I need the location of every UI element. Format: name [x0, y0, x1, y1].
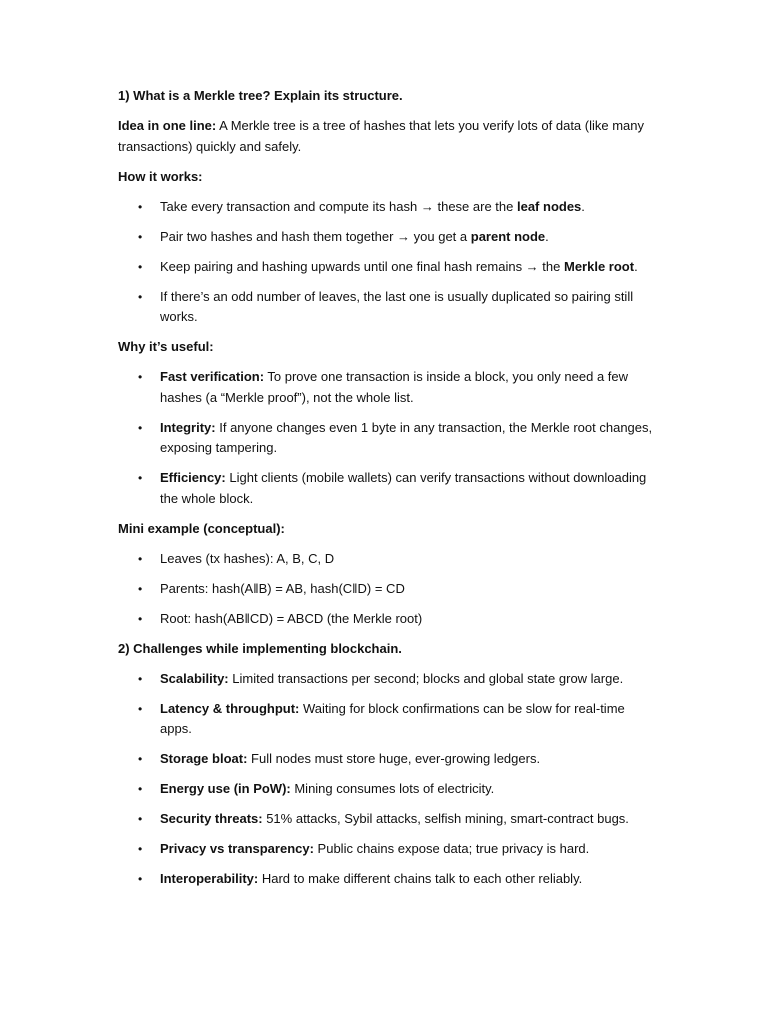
list-item: • Leaves (tx hashes): A, B, C, D [118, 549, 658, 570]
bullet-icon: • [138, 229, 143, 244]
bullet-icon: • [138, 812, 143, 826]
idea-paragraph [118, 116, 658, 157]
list-item: • Latency & throughput: Waiting for block confirmations can be slow for real-time apps. [138, 700, 625, 736]
bullet-icon: • [138, 199, 143, 214]
idea-label: Idea in one line: [118, 118, 217, 133]
how-heading: How it works: [118, 168, 203, 184]
list-item: • Storage bloat: Full nodes must store huge, ever-growing ledgers. [118, 749, 658, 770]
bullet-icon: • [138, 471, 143, 485]
list-item: • Interoperability: Hard to make different chains talk to each other reliably. [118, 869, 658, 890]
list-item: • Scalability: Limited transactions per second; blocks and global state grow large. [118, 669, 658, 690]
list-item: • Parents: hash(A‖B) = AB, hash(C‖D) = CD [118, 579, 658, 600]
bullet-icon: • [138, 872, 143, 886]
list-item: • Integrity: If anyone changes even 1 byte in any transaction, the Merkle root changes, exposing tampering. [138, 419, 653, 455]
why-list [118, 367, 658, 509]
example-list [118, 549, 658, 630]
bullet-icon: • [138, 551, 143, 566]
why-heading: Why it’s useful: [118, 339, 214, 354]
bullet-icon: • [138, 671, 143, 686]
bullet-icon: • [138, 701, 143, 716]
document-page [118, 86, 658, 899]
example-heading: Mini example (conceptual): [118, 520, 285, 536]
list-item: • Take every transaction and compute its hash → these are the leaf nodes. [118, 197, 658, 218]
list-item: • Security threats: 51% attacks, Sybil attacks, selfish mining, smart-contract bugs. [118, 809, 658, 830]
bullet-icon: • [138, 259, 143, 274]
bullet-icon: • [138, 842, 143, 856]
list-item: • Root: hash(AB‖CD) = ABCD (the Merkle root) [118, 609, 658, 630]
how-list [118, 197, 658, 328]
bullet-icon: • [138, 420, 143, 435]
bullet-icon: • [138, 581, 143, 596]
bullet-icon: • [138, 782, 143, 796]
idea-text: A Merkle tree is a tree of hashes that lets you verify lots of data (like many transactions) quickly and safely. [118, 118, 645, 154]
list-item: • Keep pairing and hashing upwards until one final hash remains → the Merkle root. [118, 257, 658, 278]
bullet-icon: • [138, 752, 143, 766]
challenges-list [118, 669, 658, 890]
q2-title: 2) Challenges while implementing blockchain. [118, 640, 402, 656]
list-item: • Privacy vs transparency: Public chains expose data; true privacy is hard. [118, 839, 658, 860]
list-item: • Efficiency: Light clients (mobile wallets) can verify transactions without downloading the whole block. [138, 470, 647, 506]
bullet-icon: • [138, 611, 143, 626]
bullet-icon: • [138, 289, 143, 304]
list-item: • If there’s an odd number of leaves, the last one is usually duplicated so pairing still works. [138, 288, 634, 324]
bullet-icon: • [138, 370, 143, 384]
q1-title: 1) What is a Merkle tree? Explain its structure. [118, 88, 403, 103]
list-item: • Fast verification: To prove one transaction is inside a block, you only need a few hashes (a “Merkle proof”), not the whole list. [138, 369, 629, 405]
list-item: • Energy use (in PoW): Mining consumes lots of electricity. [118, 779, 658, 800]
list-item: • Pair two hashes and hash them together → you get a parent node. [118, 227, 658, 248]
